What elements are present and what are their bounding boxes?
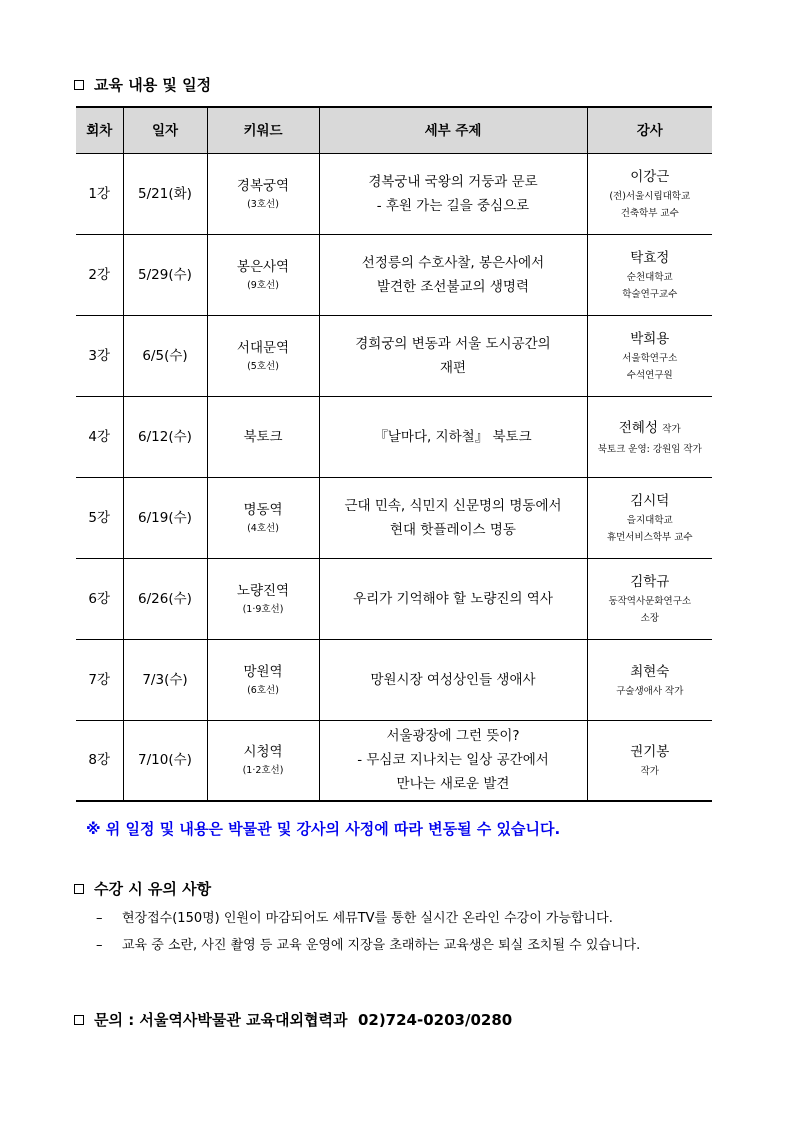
lecturer-cell [587, 721, 712, 801]
lecturer-affiliation: (전)서울시립대학교 [609, 191, 691, 202]
topic-line: 서울광장에 그런 뜻이? [386, 728, 520, 745]
keyword-station: 시청역 [243, 744, 283, 761]
header-date: 일자 [123, 107, 207, 154]
table-row [76, 640, 712, 721]
schedule-notice: ※ 위 일정 및 내용은 박물관 및 강사의 사정에 따라 변동될 수 있습니다. [86, 820, 561, 838]
lecturer-affiliation: 을지대학교 [626, 515, 673, 526]
keyword-line-info: (1·9호선) [242, 604, 284, 615]
topic-cell [319, 397, 587, 478]
lecturer-name-line [588, 741, 713, 763]
keyword-line-info: (3호선) [247, 199, 279, 210]
topic-line: 우리가 기억해야 할 노량진의 역사 [353, 591, 553, 607]
topic-line: 재편 [439, 360, 467, 376]
date-cell: 5/29(수) [123, 235, 207, 316]
date-cell: 6/5(수) [123, 316, 207, 397]
lecturer-affiliation: 휴먼서비스학부 교수 [606, 532, 693, 543]
lecturer-affiliation: 동작역사문화연구소 [608, 596, 692, 607]
topic-cell [319, 640, 587, 721]
lecturer-affiliation: 북토크 운영: 강원임 작가 [597, 443, 702, 455]
lecturer-affiliation: 수석연구원 [626, 370, 673, 381]
lecturer-name-line [588, 661, 713, 683]
date-cell: 6/26(수) [123, 559, 207, 640]
keyword-station: 망원역 [243, 664, 283, 680]
table-body [76, 154, 712, 801]
checkbox-square-icon [74, 884, 84, 894]
topic-cell [319, 235, 587, 316]
topic-line: 경복궁내 국왕의 거둥과 문로 [368, 174, 538, 190]
topic-line: 발견한 조선불교의 생명력 [376, 279, 530, 295]
precaution-item: – 교육 중 소란, 사진 촬영 등 교육 운영에 지장을 초래하는 교육생은 퇴실 조치될 수 있습니다. [96, 934, 708, 958]
keyword-station: 경복궁역 [236, 178, 290, 194]
lecturer-name: 탁효정 [630, 250, 670, 266]
lecturer-affiliation: 학술연구교수 [622, 289, 678, 300]
keyword-cell [207, 397, 319, 478]
topic-cell [319, 721, 587, 801]
table-row [76, 397, 712, 478]
lecturer-name: 이강근 [630, 169, 670, 185]
table-row [76, 721, 712, 801]
lecturer-cell [587, 478, 712, 559]
table-row [76, 478, 712, 559]
precaution-text: 교육 중 소란, 사진 촬영 등 교육 운영에 지장을 초래하는 교육생은 퇴실 조치될 수 있습니다. [122, 938, 641, 953]
schedule-section-title [74, 74, 211, 95]
keyword-cell [207, 478, 319, 559]
lecturer-affiliation: 작가 [640, 765, 659, 777]
topic-cell [319, 316, 587, 397]
keyword-station: 북토크 [243, 429, 283, 445]
topic-line: - 후원 가는 길을 중심으로 [376, 198, 530, 214]
keyword-cell [207, 640, 319, 721]
checkbox-square-icon [74, 80, 84, 90]
precautions-title-text: 수강 시 유의 사항 [94, 880, 212, 898]
keyword-cell [207, 235, 319, 316]
topic-line: 『날마다, 지하철』 북토크 [374, 429, 532, 445]
table-header-row [76, 107, 712, 154]
session-cell: 2강 [76, 235, 123, 316]
lecturer-affiliation: 건축학부 교수 [620, 208, 679, 219]
keyword-line-info: (4호선) [247, 523, 279, 534]
topic-line: 경희궁의 변동과 서울 도시공간의 [355, 336, 551, 352]
header-session: 회차 [76, 107, 123, 154]
session-cell: 5강 [76, 478, 123, 559]
date-cell: 7/10(수) [123, 721, 207, 801]
header-lecturer: 강사 [587, 107, 712, 154]
lecturer-name-line [588, 166, 713, 188]
session-cell: 8강 [76, 721, 123, 801]
topic-cell [319, 478, 587, 559]
keyword-cell [207, 559, 319, 640]
lecturer-affiliation: 순천대학교 [626, 272, 673, 283]
topic-line: 현대 핫플레이스 명동 [390, 522, 516, 538]
topic-line: - 무심코 지나치는 일상 공간에서 [357, 752, 549, 769]
lecturer-cell [587, 397, 712, 478]
precaution-text: 현장접수(150명) 인원이 마감되어도 세뮤TV를 통한 실시간 온라인 수강이 가능합니다. [122, 911, 613, 926]
date-cell: 7/3(수) [123, 640, 207, 721]
lecturer-affiliation: 구술생애사 작가 [616, 685, 684, 697]
lecturer-name: 김학규 [630, 574, 670, 590]
lecturer-cell [587, 316, 712, 397]
lecturer-name-line [588, 328, 713, 350]
keyword-station: 봉은사역 [236, 259, 290, 275]
lecturer-affiliation: 서울학연구소 [622, 353, 678, 364]
topic-cell [319, 559, 587, 640]
keyword-line-info: (5호선) [247, 361, 279, 372]
table-row [76, 235, 712, 316]
header-topic: 세부 주제 [319, 107, 587, 154]
checkbox-square-icon [74, 1015, 84, 1025]
lecturer-name: 박희용 [630, 331, 670, 347]
lecturer-name-line [588, 247, 713, 269]
topic-line: 만나는 새로운 발견 [396, 776, 510, 793]
lecturer-name: 전혜성 [618, 419, 658, 436]
table-row [76, 559, 712, 640]
schedule-title-text: 교육 내용 및 일정 [94, 76, 212, 94]
keyword-line-info: (1·2호선) [242, 765, 284, 777]
schedule-table [76, 106, 712, 802]
keyword-station: 서대문역 [236, 340, 290, 356]
topic-line: 선정릉의 수호사찰, 봉은사에서 [361, 255, 545, 271]
keyword-station: 노량진역 [236, 583, 290, 599]
table-row [76, 154, 712, 235]
topic-line: 근대 민속, 식민지 신문명의 명동에서 [344, 498, 562, 514]
lecturer-name-line [588, 571, 713, 593]
lecturer-name: 김시덕 [630, 493, 670, 509]
topic-cell [319, 154, 587, 235]
table-row [76, 316, 712, 397]
keyword-cell [207, 316, 319, 397]
lecturer-name-line [588, 417, 713, 441]
lecturer-affiliation: 소장 [640, 613, 659, 624]
keyword-line-info: (6호선) [247, 685, 279, 696]
session-cell: 7강 [76, 640, 123, 721]
date-cell: 6/19(수) [123, 478, 207, 559]
date-cell: 6/12(수) [123, 397, 207, 478]
keyword-station: 명동역 [243, 502, 283, 518]
session-cell: 1강 [76, 154, 123, 235]
lecturer-cell [587, 154, 712, 235]
keyword-line-info: (9호선) [247, 280, 279, 291]
lecturer-name: 권기봉 [630, 743, 670, 760]
lecturer-name-line [588, 490, 713, 512]
keyword-cell [207, 154, 319, 235]
precautions-section-title [74, 878, 211, 899]
lecturer-role: 작가 [662, 423, 681, 435]
lecturer-cell [587, 559, 712, 640]
lecturer-cell [587, 235, 712, 316]
session-cell: 3강 [76, 316, 123, 397]
contact-line [74, 1009, 512, 1030]
precaution-item: – 현장접수(150명) 인원이 마감되어도 세뮤TV를 통한 실시간 온라인 수강이 가능합니다. [96, 907, 708, 931]
lecturer-name: 최현숙 [630, 663, 670, 680]
header-keyword: 키워드 [207, 107, 319, 154]
keyword-cell [207, 721, 319, 801]
session-cell: 4강 [76, 397, 123, 478]
topic-line: 망원시장 여성상인들 생애사 [370, 672, 536, 688]
lecturer-cell [587, 640, 712, 721]
session-cell: 6강 [76, 559, 123, 640]
contact-text: 문의 : 서울역사박물관 교육대외협력과 02)724-0203/0280 [94, 1011, 513, 1029]
date-cell: 5/21(화) [123, 154, 207, 235]
